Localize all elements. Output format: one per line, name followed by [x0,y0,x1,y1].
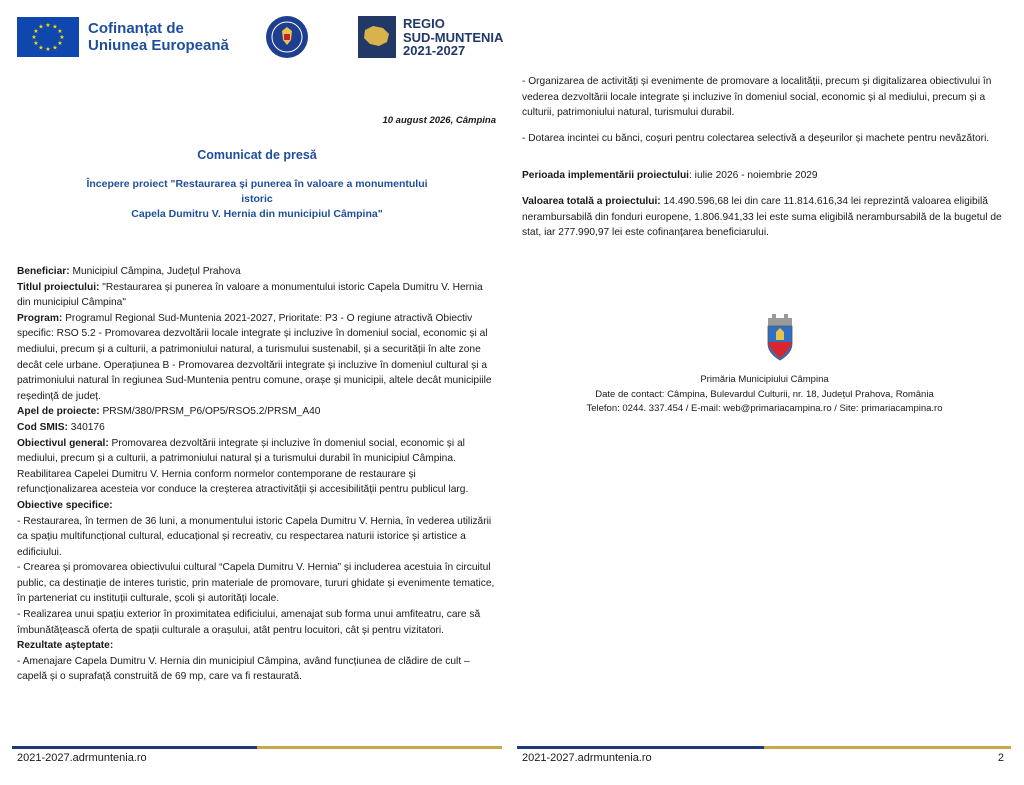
eu-cofinanced-text [88,20,229,54]
svg-text:★: ★ [52,44,58,52]
project-details-column [17,264,497,685]
obiectiv-label: Obiectivul general: [17,437,109,449]
rezultate-item-2: - Organizarea de activități și evenimente de promovare a localității, precum și digitalizarea obiectivului în vederea dezvoltării locale integrate și incluzive în domeniul social, economic și al mediului, precum și a culturii, patrimoniului natural, turismului durabil. [522,76,992,119]
program-paragraph [17,311,497,405]
valoare-value: 14.490.596,68 lei din care 11.814.616,34 lei reprezintă valoarea eligibilă nerambursabilă din fonduri europene, 1.806.941,33 lei este suma eligibilă nerambursabilă de la bugetul de stat, iar 277.990,97 lei este cofinanțarea beneficiarului. [522,195,1002,239]
regio-line3: 2021-2027 [403,43,466,58]
svg-text:★: ★ [57,28,63,35]
beneficiar-value: Municipiul Câmpina, Județul Prahova [69,266,241,277]
titlu-label: Titlul proiectului: [17,281,100,293]
beneficiar-paragraph [17,264,497,280]
svg-text:★: ★ [59,34,65,41]
obiectiv-value: Promovarea dezvoltării integrate și incluzive în domeniul social, economic și al mediului, precum și a culturii, a patrimoniului natural și a turismului durabil în municipiul Câmpina. Reabilitarea Capelei Dumitru V. Hernia conform normelor contemporane de restaurare și refuncționalizarea acesteia vor conduce la creșterea atractivității și accesibilității pentru publicul larg. [17,437,469,496]
page-number: 2 [997,752,1004,764]
program-label: Program: [17,312,63,324]
smis-paragraph [17,420,497,436]
regio-sud-muntenia-text [403,17,503,58]
perioada-value: : iulie 2026 - noiembrie 2029 [689,170,818,182]
svg-text:★: ★ [38,44,44,52]
rezultate-heading [17,638,497,654]
obiectiv-paragraph [17,436,497,498]
titlu-paragraph [17,280,497,311]
svg-text:★: ★ [45,46,51,53]
svg-text:★: ★ [38,23,44,31]
contact-block [522,373,1007,417]
contact-address: Date de contact: Câmpina, Bulevardul Culturii, nr. 18, Județul Prahova, România [595,388,934,400]
specifice-label: Obiective specifice: [17,499,113,511]
svg-text:★: ★ [52,23,58,31]
regio-line2: SUD-MUNTENIA [403,29,504,45]
footer-url-left[interactable]: 2021-2027.adrmuntenia.ro [17,752,147,764]
svg-text:★: ★ [31,34,37,41]
svg-text:★: ★ [33,40,39,47]
titlu-value: "Restaurarea și punerea în valoare a monumentului istoric Capela Dumitru V. Hernia din municipiul Câmpina" [17,281,483,309]
project-period-value-block [522,158,1007,251]
specifice-item-1: - Restaurarea, în termen de 36 luni, a monumentului istoric Capela Dumitru V. Hernia, în vederea utilizării ca spațiu multifuncțional cultural, educațional și recreativ, cu respectarea naturii istorice și artistice a edificiului. [17,515,492,558]
valoare-label: Valoarea totală a proiectului: [522,195,661,207]
date-place: 10 august 2026, Câmpina [382,115,496,126]
program-value: Programul Regional Sud-Muntenia 2021-2027, Prioritate: P3 - O regiune atractivă Obiectiv specific: RSO 5.2 - Promovarea dezvoltării locale integrate și incluzive în domeniul social, economic și al mediului, precum și a culturii, a patrimoniului natural, a turismului sustenabil, și a securității în alte zone decât cele urbane. Operațiunea B - Promovarea dezvoltării integrate și incluzive în domeniul cultural și a patrimoniului natural în regiunea Sud-Muntenia pentru comune, orașe și municipii, altele decât municipiile reședință de județ. [17,312,492,402]
beneficiar-label: Beneficiar: [17,266,70,277]
subtitle-line2: Capela Dumitru V. Hernia din municipiul Câmpina" [131,208,383,220]
eu-text-line1: Cofinanțat de [88,20,184,37]
project-subtitle [70,177,444,222]
specifice-item-3: - Realizarea unui spațiu exterior în proximitatea edificiului, amenajat sub forma unui amfiteatru, care să îmbunătățească oferta de spații culturale a orașului, atât pentru locuitori, cât și pentru vizitatori. [17,609,481,636]
rezultate-continued [522,64,1007,157]
subtitle-line1: Începere proiect "Restaurarea și punerea în valoare a monumentului istoric [86,178,428,205]
smis-value: 340176 [67,421,105,433]
perioada-paragraph [522,168,1007,184]
valoare-paragraph [522,194,1007,241]
campina-coat-of-arms-icon [762,312,798,364]
rezultate-label: Rezultate așteptate: [17,640,114,652]
perioada-label: Perioada implementării proiectului [522,170,690,182]
rezultate-item-1: - Amenajare Capela Dumitru V. Hernia din municipiul Câmpina, având funcțiunea de clădire de cult – capelă și o suprafață construită de 69 mp, care va fi restaurată. [17,655,470,683]
regio-line1: REGIO [403,16,445,31]
footer-divider-right [517,746,1011,749]
romanian-government-seal-logo [266,16,308,58]
specifice-item-2: - Crearea și promovarea obiectivului cultural “Capela Dumitru V. Hernia” și includerea acestuia în circuitul public, ca destinație de interes turistic, prin materiale de promovare, tururi ghidate și evenimente tematice, în parteneriat cu instituții culturale, școli și autorități locale. [17,562,495,605]
svg-text:★: ★ [45,22,51,29]
primaria-name: Primăria Municipiului Câmpina [700,374,829,385]
regio-map-logo [358,16,396,58]
eu-text-line2: Uniunea Europeană [88,37,229,54]
rezultate-item-3: - Dotarea incintei cu bănci, coșuri pentru colectarea selectivă a deșeurilor și machete pentru nevăzători. [522,133,990,145]
svg-text:★: ★ [33,28,39,35]
footer-divider-left [12,746,502,749]
eu-flag-logo [17,17,79,57]
apel-value: PRSM/380/PRSM_P6/OP5/RSO5.2/PRSM_A40 [99,406,321,418]
footer-url-right[interactable]: 2021-2027.adrmuntenia.ro [522,752,652,764]
contact-phone-email-site: Telefon: 0244. 337.454 / E-mail: web@primariacampina.ro / Site: primariacampina.ro [586,403,943,414]
smis-label: Cod SMIS: [17,421,68,433]
page-title: Comunicat de presă [197,148,317,162]
apel-paragraph [17,404,497,420]
specifice-heading [17,498,497,514]
apel-label: Apel de proiecte: [17,406,100,418]
svg-text:★: ★ [57,40,63,47]
